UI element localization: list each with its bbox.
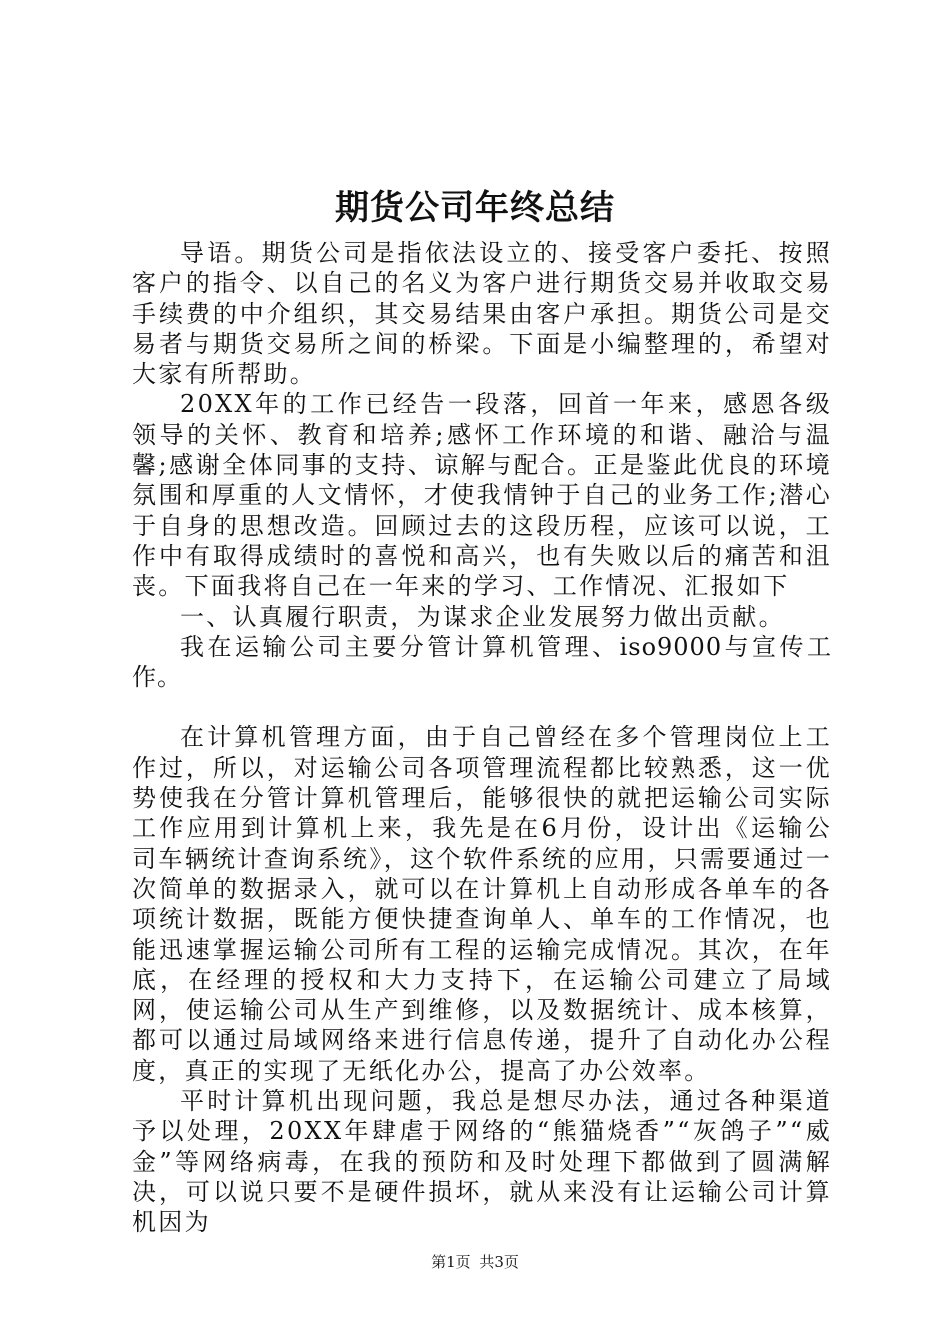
page-number: 第1页 bbox=[431, 1253, 471, 1271]
paragraph-review: 20XX年的工作已经告一段落，回首一年来，感恩各级领导的关怀、教育和培养;感怀工作环境的和谐、融洽与温馨;感谢全体同事的支持、谅解与配合。正是鉴此优良的环境氛围和厚重的人文情怀，才使我情钟于自己的业务工作;潜心于自身的思想改造。回顾过去的这段历程，应该可以说，工作中有取得成绩时的喜悦和高兴，也有失败以后的痛苦和沮丧。下面我将自己在一年来的学习、工作情况、汇报如下 bbox=[132, 390, 832, 601]
document-body bbox=[132, 238, 832, 1238]
page-total: 共3页 bbox=[479, 1253, 519, 1271]
page-footer bbox=[0, 1252, 950, 1272]
paragraph-responsibilities: 我在运输公司主要分管计算机管理、iso9000与宣传工作。 bbox=[132, 632, 832, 692]
paragraph-intro: 导语。期货公司是指依法设立的、接受客户委托、按照客户的指令、以自己的名义为客户进行期货交易并收取交易手续费的中介组织，其交易结果由客户承担。期货公司是交易者与期货交易所之间的桥梁。下面是小编整理的，希望对大家有所帮助。 bbox=[132, 239, 832, 389]
paragraph-virus-handling: 平时计算机出现问题，我总是想尽办法，通过各种渠道予以处理，20XX年肆虐于网络的“熊猫烧香”“灰鸽子”“威金”等网络病毒，在我的预防和及时处理下都做到了圆满解决，可以说只要不是硬件损坏，就从来没有让运输公司计算机因为 bbox=[132, 1087, 832, 1237]
document-title: 期货公司年终总结 bbox=[335, 188, 615, 228]
section-heading-1: 一、认真履行职责，为谋求企业发展努力做出贡献。 bbox=[180, 602, 785, 631]
paragraph-computer-management: 在计算机管理方面，由于自己曾经在多个管理岗位上工作过，所以，对运输公司各项管理流程都比较熟悉，这一优势使我在分管计算机管理后，能够很快的就把运输公司实际工作应用到计算机上来，我先是在6月份，设计出《运输公司车辆统计查询系统》，这个软件系统的应用，只需要通过一次简单的数据录入，就可以在计算机上自动形成各单车的各项统计数据，既能方便快捷查询单人、单车的工作情况，也能迅速掌握运输公司所有工程的运输完成情况。其次，在年底，在经理的授权和大力支持下，在运输公司建立了局域网，使运输公司从生产到维修，以及数据统计、成本核算，都可以通过局域网络来进行信息传递，提升了自动化办公程度，真正的实现了无纸化办公，提高了办公效率。 bbox=[132, 723, 832, 1085]
